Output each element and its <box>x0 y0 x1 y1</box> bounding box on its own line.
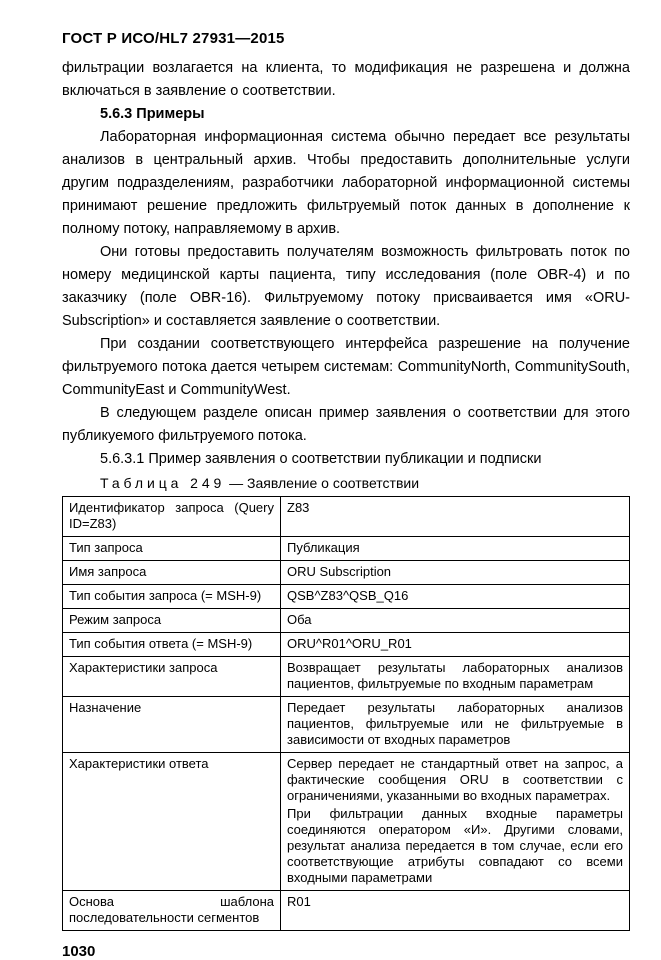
row-value-paragraph: Возвращает результаты лабораторных анализов пациентов, фильтруемые по входным параметрам <box>287 660 623 691</box>
row-value-paragraph: Z83 <box>287 500 310 515</box>
table-row <box>63 697 630 753</box>
row-value-paragraph: Сервер передает не стандартный ответ на запрос, а фактические сообщения ORU в соответствии с ограничениями, указанными во входных параметрах. <box>287 756 623 803</box>
row-value-cell <box>281 609 630 633</box>
document-body-text <box>62 57 630 471</box>
row-value-paragraph: Публикация <box>287 540 360 555</box>
row-label-cell: Режим запроса <box>63 609 281 633</box>
row-label-cell: Тип события ответа (= MSH-9) <box>63 633 281 657</box>
row-value-cell <box>281 633 630 657</box>
row-value-cell <box>281 657 630 697</box>
paragraph: Они готовы предоставить получателям возможность фильтровать поток по номеру медицинской карты пациента, типу исследования (поле OBR-4) и по заказчику (поле OBR-16). Фильтруемому потоку присваивается имя «ORU-Subscription» и составляется заявление о соответствии. <box>62 244 630 329</box>
table-row <box>63 585 630 609</box>
section-heading: 5.6.3.1 Пример заявления о соответствии публикации и подписки <box>100 451 542 467</box>
table-row <box>63 891 630 931</box>
table-row <box>63 657 630 697</box>
row-value-cell <box>281 537 630 561</box>
row-value-paragraph: Передает результаты лабораторных анализов пациентов, фильтруемые или не фильтруемые в зависимости от входных параметров <box>287 700 623 747</box>
row-label-cell: Тип события запроса (= MSH-9) <box>63 585 281 609</box>
paragraph: фильтрации возлагается на клиента, то модификация не разрешена и должна включаться в заявление о соответствии. <box>62 60 630 99</box>
table-row <box>63 753 630 891</box>
row-value-paragraph: Оба <box>287 612 312 627</box>
page-number: 1030 <box>62 943 96 960</box>
document-standard-number: ГОСТ Р ИСО/HL7 27931—2015 <box>62 30 285 47</box>
row-value-cell <box>281 497 630 537</box>
table-caption <box>62 475 630 491</box>
paragraph: При создании соответствующего интерфейса разрешение на получение фильтруемого потока дается четырем системам: CommunityNorth, CommunitySouth, CommunityEast и CommunityWest. <box>62 336 630 398</box>
row-value-paragraph: При фильтрации данных входные параметры соединяются оператором «И». Другими словами, результат анализа передается в том случае, если его соответствующие атрибуты совпадают со всеми входными параметрами <box>287 806 623 885</box>
table-row <box>63 497 630 537</box>
row-value-paragraph: ORU^R01^ORU_R01 <box>287 636 412 651</box>
table-row <box>63 609 630 633</box>
row-value-cell <box>281 753 630 891</box>
row-label-cell: Характеристики ответа <box>63 753 281 891</box>
row-label-cell: Основа шаблона последовательности сегментов <box>63 891 281 931</box>
row-value-paragraph: R01 <box>287 894 311 909</box>
table-caption-label: Таблица 249 <box>100 475 226 491</box>
row-label-cell: Имя запроса <box>63 561 281 585</box>
paragraph: В следующем разделе описан пример заявления о соответствии для этого публикуемого фильтруемого потока. <box>62 405 630 444</box>
row-value-cell <box>281 697 630 753</box>
conformance-statement-table <box>62 496 630 931</box>
row-label-cell: Идентификатор запроса (Query ID=Z83) <box>63 497 281 537</box>
table-row <box>63 561 630 585</box>
row-value-cell <box>281 585 630 609</box>
paragraph: Лабораторная информационная система обычно передает все результаты анализов в центральный архив. Чтобы предоставить дополнительные услуги другим подразделениям, разработчики лабораторной информационной системы принимают решение предложить фильтруемый поток данных в дополнение к полному потоку, направляемому в архив. <box>62 129 630 237</box>
row-label-cell: Характеристики запроса <box>63 657 281 697</box>
row-value-paragraph: ORU Subscription <box>287 564 392 579</box>
row-value-cell <box>281 891 630 931</box>
row-value-cell <box>281 561 630 585</box>
table-caption-title: Заявление о соответствии <box>247 475 420 491</box>
section-heading: 5.6.3 Примеры <box>100 106 205 122</box>
table-row <box>63 633 630 657</box>
row-label-cell: Назначение <box>63 697 281 753</box>
table-row <box>63 537 630 561</box>
row-value-paragraph: QSB^Z83^QSB_Q16 <box>287 588 409 603</box>
row-label-cell: Тип запроса <box>63 537 281 561</box>
table-caption-dash: — <box>225 475 248 491</box>
